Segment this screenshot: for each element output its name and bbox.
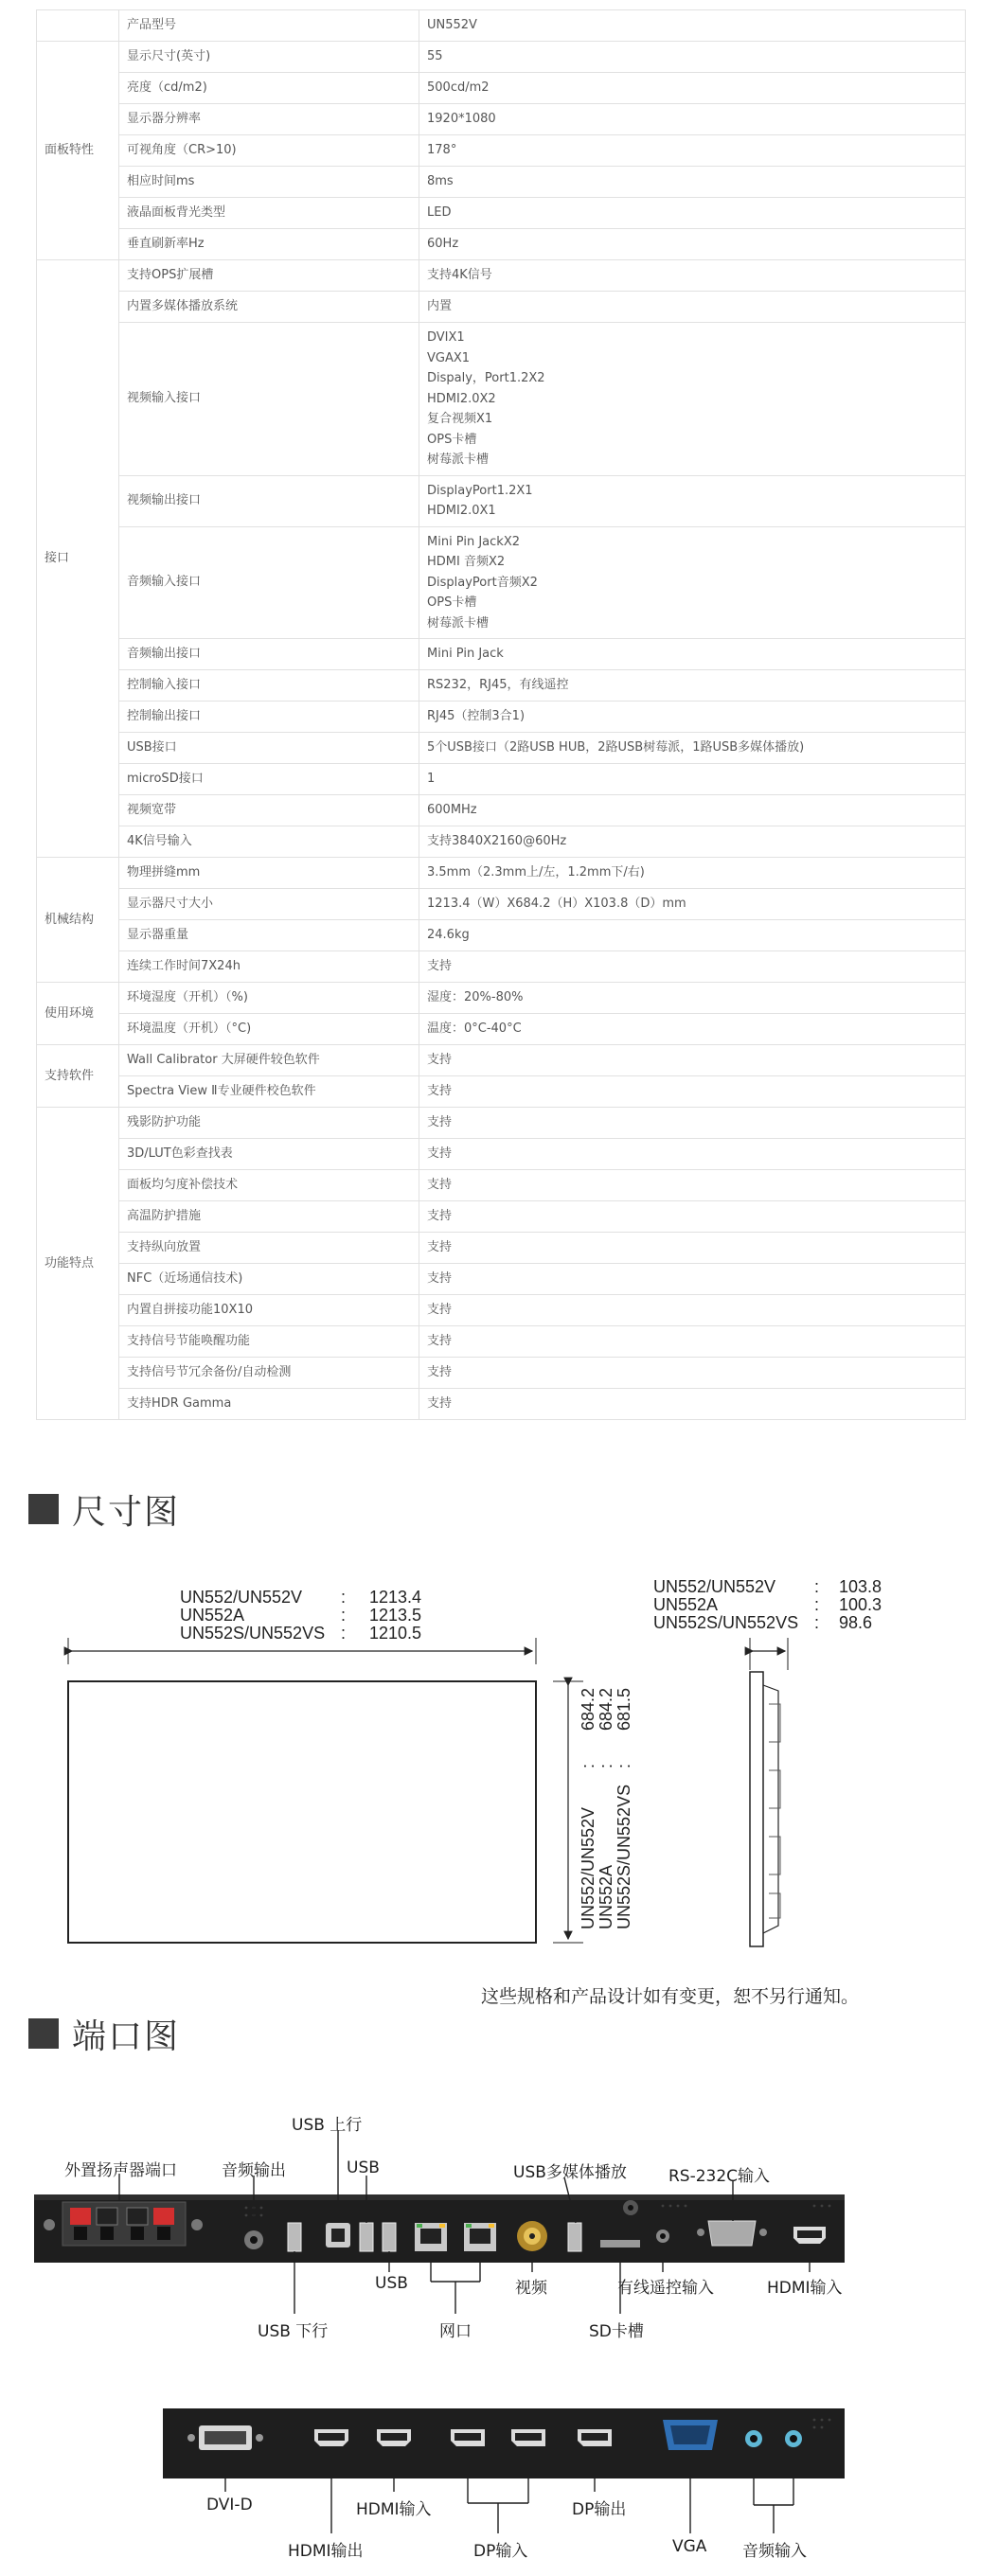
height-spec-row bbox=[579, 1645, 597, 1929]
spec-value-line: 8ms bbox=[427, 174, 454, 189]
depth-spec-row bbox=[653, 1596, 882, 1614]
width-model: UN552S/UN552VS bbox=[180, 1624, 326, 1643]
depth-model: UN552A bbox=[653, 1595, 719, 1614]
spec-value bbox=[419, 702, 966, 733]
spec-row bbox=[37, 795, 966, 826]
hdmi-in-port-icon bbox=[377, 2429, 411, 2446]
dvi-port-icon bbox=[187, 2425, 263, 2450]
video-rca-icon bbox=[517, 2221, 547, 2251]
spec-name: Wall Calibrator 大屏硬件较色软件 bbox=[119, 1045, 419, 1076]
spec-category: 机械结构 bbox=[37, 858, 119, 983]
spec-row bbox=[37, 670, 966, 702]
spec-value bbox=[419, 526, 966, 639]
spec-row bbox=[37, 983, 966, 1014]
spec-name: 环境湿度（开机）（%) bbox=[119, 983, 419, 1014]
spec-value-line: 1920*1080 bbox=[427, 112, 496, 127]
label-usb-up: USB 上行 bbox=[292, 2116, 363, 2135]
label-wired-remote: 有线遥控输入 bbox=[617, 2279, 714, 2298]
spec-value bbox=[419, 1326, 966, 1358]
spec-value bbox=[419, 1295, 966, 1326]
dp-in-port-icon bbox=[511, 2429, 545, 2446]
width-spec-list bbox=[180, 1589, 421, 1643]
spec-value bbox=[419, 104, 966, 135]
label-rs232: RS-232C输入 bbox=[668, 2167, 771, 2186]
spec-value-line: 支持 bbox=[427, 1084, 453, 1099]
spec-value-line: 支持 bbox=[427, 1365, 453, 1380]
spec-value bbox=[419, 323, 966, 476]
height-spec-row bbox=[615, 1645, 633, 1929]
spec-category bbox=[37, 10, 119, 42]
spec-value bbox=[419, 475, 966, 526]
spec-value-line: RJ45（控制3合1) bbox=[427, 709, 526, 724]
spec-name: 液晶面板背光类型 bbox=[119, 198, 419, 229]
dimension-section-title: 尺寸图 bbox=[72, 1492, 181, 1532]
spec-row bbox=[37, 229, 966, 260]
spec-value-line: 内置 bbox=[427, 299, 453, 314]
spec-value-line: DisplayPort音频X2 bbox=[427, 575, 538, 590]
spec-name: 视频宽带 bbox=[119, 795, 419, 826]
label-dp-in: DP输入 bbox=[473, 2542, 528, 2561]
width-model: UN552/UN552V bbox=[180, 1588, 303, 1607]
spec-row bbox=[37, 135, 966, 167]
depth-spec-row bbox=[653, 1578, 882, 1596]
spec-row bbox=[37, 702, 966, 733]
spec-value bbox=[419, 1170, 966, 1201]
dp-in-port-icon bbox=[451, 2429, 485, 2446]
spec-row bbox=[37, 1076, 966, 1108]
spec-row bbox=[37, 73, 966, 104]
spec-value-line: OPS卡槽 bbox=[427, 595, 477, 610]
spec-value-line: 湿度：20%-80% bbox=[427, 990, 524, 1005]
spec-row bbox=[37, 1326, 966, 1358]
depth-sep: : bbox=[814, 1613, 820, 1632]
spec-name: 相应时间ms bbox=[119, 167, 419, 198]
spec-name: Spectra View Ⅱ专业硬件校色软件 bbox=[119, 1076, 419, 1108]
width-value: 1210.5 bbox=[369, 1624, 422, 1643]
side-profile bbox=[750, 1672, 780, 1946]
spec-value-line: Mini Pin Jack bbox=[427, 647, 504, 662]
usb-port-icon bbox=[383, 2223, 396, 2251]
spec-value bbox=[419, 1014, 966, 1045]
spec-value-line: HDMI2.0X1 bbox=[427, 504, 496, 518]
width-sep: : bbox=[341, 1624, 347, 1643]
spec-value-line: 60Hz bbox=[427, 237, 459, 252]
spec-value bbox=[419, 42, 966, 73]
spec-name: 产品型号 bbox=[119, 10, 419, 42]
spec-value bbox=[419, 733, 966, 764]
depth-value: 103.8 bbox=[839, 1577, 882, 1596]
label-speaker-port: 外置扬声器端口 bbox=[64, 2161, 177, 2180]
spec-value bbox=[419, 670, 966, 702]
spec-value-line: OPS卡槽 bbox=[427, 432, 477, 447]
spec-row bbox=[37, 1358, 966, 1389]
spec-value bbox=[419, 1201, 966, 1233]
spec-name: 控制输入接口 bbox=[119, 670, 419, 702]
spec-name: 视频输出接口 bbox=[119, 475, 419, 526]
spec-value-line: 支持 bbox=[427, 1240, 453, 1255]
spec-name: 支持纵向放置 bbox=[119, 1233, 419, 1264]
spec-value bbox=[419, 167, 966, 198]
spec-name: 支持信号节能唤醒功能 bbox=[119, 1326, 419, 1358]
height-value: 681.5 bbox=[615, 1687, 633, 1731]
spec-row bbox=[37, 733, 966, 764]
depth-sep: : bbox=[814, 1595, 820, 1614]
spec-row bbox=[37, 167, 966, 198]
audio-out-jack-icon bbox=[244, 2230, 263, 2249]
spec-value bbox=[419, 73, 966, 104]
spec-name: 可视角度（CR>10) bbox=[119, 135, 419, 167]
spec-value bbox=[419, 639, 966, 670]
spec-row bbox=[37, 1295, 966, 1326]
spec-row bbox=[37, 639, 966, 670]
spec-row bbox=[37, 764, 966, 795]
spec-row bbox=[37, 198, 966, 229]
spec-value-line: 支持3840X2160@60Hz bbox=[427, 834, 567, 849]
spec-value-line: 支持 bbox=[427, 1053, 453, 1068]
spec-name: 亮度（cd/m2) bbox=[119, 73, 419, 104]
ports-section-title: 端口图 bbox=[72, 2016, 181, 2056]
spec-value-line: 支持 bbox=[427, 1146, 453, 1162]
spec-row bbox=[37, 42, 966, 73]
spec-value-line: 复合视频X1 bbox=[427, 412, 493, 426]
spec-value bbox=[419, 1045, 966, 1076]
spec-row bbox=[37, 1233, 966, 1264]
depth-spec-list bbox=[653, 1578, 882, 1632]
spec-value-line: HDMI 音频X2 bbox=[427, 555, 506, 569]
width-spec-row bbox=[180, 1589, 421, 1607]
ports-section-header bbox=[28, 2013, 180, 2054]
section-marker-icon bbox=[28, 1494, 59, 1524]
spec-value bbox=[419, 10, 966, 42]
height-sep: : bbox=[615, 1763, 633, 1768]
label-dp-out: DP输出 bbox=[572, 2500, 627, 2519]
spec-value-line: 1 bbox=[427, 772, 436, 787]
spec-value bbox=[419, 1233, 966, 1264]
upper-port-panel bbox=[0, 2083, 998, 2367]
depth-model: UN552S/UN552VS bbox=[653, 1613, 799, 1632]
lan-port-icon bbox=[415, 2223, 447, 2251]
spec-name: 显示尺寸(英寸) bbox=[119, 42, 419, 73]
vga-port-icon bbox=[663, 2420, 718, 2450]
spec-value-line: 支持 bbox=[427, 1334, 453, 1349]
spec-value bbox=[419, 858, 966, 889]
height-sep: : bbox=[579, 1763, 597, 1768]
spec-name: 控制输出接口 bbox=[119, 702, 419, 733]
section-marker-icon bbox=[28, 2018, 59, 2049]
spec-value bbox=[419, 1076, 966, 1108]
spec-name: 内置自拼接功能10X10 bbox=[119, 1295, 419, 1326]
lan-port-icon bbox=[464, 2223, 496, 2251]
spec-value-line: 600MHz bbox=[427, 803, 477, 818]
spec-value bbox=[419, 292, 966, 323]
spec-name: USB接口 bbox=[119, 733, 419, 764]
spec-row bbox=[37, 292, 966, 323]
label-hdmi-in-right: HDMI输入 bbox=[767, 2279, 843, 2298]
spec-value bbox=[419, 1264, 966, 1295]
spec-value bbox=[419, 229, 966, 260]
spec-table-wrapper bbox=[36, 9, 966, 1420]
spec-row bbox=[37, 1170, 966, 1201]
spec-value bbox=[419, 764, 966, 795]
dimension-section-header bbox=[28, 1488, 180, 1530]
spec-value bbox=[419, 983, 966, 1014]
dimension-drawing bbox=[0, 1638, 998, 1950]
label-hdmi-in: HDMI输入 bbox=[356, 2500, 432, 2519]
depth-sep: : bbox=[814, 1577, 820, 1596]
speaker-terminal-icon bbox=[44, 2202, 203, 2246]
spec-value-line: 树莓派卡槽 bbox=[427, 453, 490, 467]
spec-value-line: HDMI2.0X2 bbox=[427, 391, 496, 406]
height-spec-row bbox=[597, 1645, 615, 1929]
spec-row bbox=[37, 1389, 966, 1420]
spec-value-line: VGAX1 bbox=[427, 350, 471, 365]
spec-value-line: 500cd/m2 bbox=[427, 80, 490, 96]
change-notice: 这些规格和产品设计如有变更，恕不另行通知。 bbox=[481, 1986, 860, 2007]
label-lan: 网口 bbox=[439, 2322, 472, 2341]
width-sep: : bbox=[341, 1606, 347, 1625]
spec-value-line: 支持4K信号 bbox=[427, 268, 492, 283]
spec-value-line: 温度：0°C-40°C bbox=[427, 1022, 522, 1037]
spec-value-line: Dispaly，Port1.2X2 bbox=[427, 371, 545, 385]
spec-value-line: 24.6kg bbox=[427, 928, 470, 943]
label-usb-bottom: USB bbox=[375, 2274, 408, 2293]
hdmi-in-port-icon bbox=[793, 2227, 826, 2244]
label-usb-top: USB bbox=[347, 2159, 380, 2177]
spec-value-line: 支持 bbox=[427, 1303, 453, 1318]
spec-row bbox=[37, 1264, 966, 1295]
spec-name: 视频输入接口 bbox=[119, 323, 419, 476]
front-panel-outline bbox=[68, 1681, 536, 1943]
spec-name: 音频输入接口 bbox=[119, 526, 419, 639]
spec-category: 功能特点 bbox=[37, 1108, 119, 1420]
spec-row bbox=[37, 1045, 966, 1076]
width-spec-row bbox=[180, 1607, 421, 1625]
spec-name: 残影防护功能 bbox=[119, 1108, 419, 1139]
spec-value-line: 支持 bbox=[427, 1178, 453, 1193]
spec-row bbox=[37, 920, 966, 951]
spec-name: 3D/LUT色彩查找表 bbox=[119, 1139, 419, 1170]
spec-row bbox=[37, 1139, 966, 1170]
spec-value-line: LED bbox=[427, 205, 452, 221]
depth-spec-row bbox=[653, 1614, 882, 1632]
spec-value-line: 支持 bbox=[427, 1396, 453, 1412]
spec-name: 物理拼缝mm bbox=[119, 858, 419, 889]
label-vga: VGA bbox=[672, 2537, 707, 2556]
spec-value bbox=[419, 795, 966, 826]
spec-value bbox=[419, 951, 966, 983]
spec-row bbox=[37, 260, 966, 292]
spec-value bbox=[419, 1389, 966, 1420]
spec-name: 面板均匀度补偿技术 bbox=[119, 1170, 419, 1201]
spec-row bbox=[37, 1201, 966, 1233]
spec-name: 连续工作时间7X24h bbox=[119, 951, 419, 983]
spec-value bbox=[419, 198, 966, 229]
spec-value-line: UN552V bbox=[427, 18, 477, 33]
spec-value bbox=[419, 1108, 966, 1139]
spec-name: 音频输出接口 bbox=[119, 639, 419, 670]
spec-value bbox=[419, 135, 966, 167]
spec-row bbox=[37, 826, 966, 858]
spec-value-line: 55 bbox=[427, 49, 443, 64]
height-model: UN552/UN552V bbox=[579, 1806, 597, 1929]
spec-value-line: 3.5mm（2.3mm上/左，1.2mm下/右) bbox=[427, 865, 645, 880]
label-usb-media: USB多媒体播放 bbox=[513, 2163, 627, 2182]
spec-name: 显示器分辨率 bbox=[119, 104, 419, 135]
spec-name: microSD接口 bbox=[119, 764, 419, 795]
spec-value bbox=[419, 889, 966, 920]
spec-row bbox=[37, 951, 966, 983]
width-value: 1213.4 bbox=[369, 1588, 422, 1607]
spec-category: 使用环境 bbox=[37, 983, 119, 1045]
spec-category: 支持软件 bbox=[37, 1045, 119, 1108]
height-value: 684.2 bbox=[597, 1687, 615, 1731]
spec-name: 支持HDR Gamma bbox=[119, 1389, 419, 1420]
hdmi-out-port-icon bbox=[314, 2429, 348, 2446]
spec-name: 显示器重量 bbox=[119, 920, 419, 951]
spec-row bbox=[37, 526, 966, 639]
label-audio-out: 音频输出 bbox=[222, 2161, 286, 2180]
width-value: 1213.5 bbox=[369, 1606, 422, 1625]
height-spec-list bbox=[579, 1645, 633, 1929]
spec-value-line: 树莓派卡槽 bbox=[427, 615, 490, 631]
spec-value-line: 5个USB接口（2路USB HUB，2路USB树莓派，1路USB多媒体播放) bbox=[427, 740, 805, 755]
spec-row bbox=[37, 323, 966, 476]
spec-value-line: Mini Pin JackX2 bbox=[427, 534, 521, 549]
spec-row bbox=[37, 104, 966, 135]
spec-value bbox=[419, 1358, 966, 1389]
label-usb-down: USB 下行 bbox=[258, 2322, 329, 2341]
label-dvi: DVI-D bbox=[206, 2496, 253, 2514]
spec-name: 支持信号节冗余备份/自动检测 bbox=[119, 1358, 419, 1389]
label-hdmi-out: HDMI输出 bbox=[288, 2542, 364, 2561]
height-model: UN552A bbox=[597, 1864, 615, 1929]
spec-table bbox=[36, 9, 966, 1420]
label-video: 视频 bbox=[515, 2279, 547, 2298]
depth-value: 98.6 bbox=[839, 1613, 873, 1632]
height-model: UN552S/UN552VS bbox=[615, 1784, 633, 1929]
spec-name: 环境温度（开机）（°C) bbox=[119, 1014, 419, 1045]
depth-model: UN552/UN552V bbox=[653, 1577, 776, 1596]
label-sd-slot: SD卡槽 bbox=[589, 2322, 644, 2341]
spec-value-line: DVIX1 bbox=[427, 330, 465, 345]
spec-row bbox=[37, 858, 966, 889]
spec-value-line: RS232，RJ45，有线遥控 bbox=[427, 678, 569, 693]
spec-value-line: 支持 bbox=[427, 1115, 453, 1130]
sd-slot-icon bbox=[600, 2240, 640, 2247]
height-value: 684.2 bbox=[579, 1687, 597, 1731]
lower-panel-body bbox=[163, 2408, 845, 2478]
spec-value bbox=[419, 260, 966, 292]
usb-down-port-icon bbox=[288, 2223, 301, 2251]
depth-value: 100.3 bbox=[839, 1595, 882, 1614]
width-model: UN552A bbox=[180, 1606, 245, 1625]
dp-out-port-icon bbox=[578, 2429, 612, 2446]
spec-name: 支持OPS扩展槽 bbox=[119, 260, 419, 292]
spec-row bbox=[37, 475, 966, 526]
height-sep: : bbox=[597, 1763, 615, 1768]
usb-media-port-icon bbox=[568, 2223, 581, 2251]
spec-name: 显示器尺寸大小 bbox=[119, 889, 419, 920]
spec-value bbox=[419, 826, 966, 858]
spec-name: NFC（近场通信技术) bbox=[119, 1264, 419, 1295]
spec-value-line: 支持 bbox=[427, 1209, 453, 1224]
spec-value-line: 支持 bbox=[427, 959, 453, 974]
spec-value bbox=[419, 920, 966, 951]
usb-port-icon bbox=[360, 2223, 373, 2251]
spec-row bbox=[37, 1014, 966, 1045]
spec-row bbox=[37, 889, 966, 920]
spec-value bbox=[419, 1139, 966, 1170]
spec-value-line: 支持 bbox=[427, 1271, 453, 1287]
usb-up-port-icon bbox=[326, 2223, 350, 2247]
spec-value-line: 178° bbox=[427, 143, 457, 158]
spec-category: 面板特性 bbox=[37, 42, 119, 260]
spec-name: 内置多媒体播放系统 bbox=[119, 292, 419, 323]
spec-value-line: 1213.4（W）X684.2（H）X103.8（D）mm bbox=[427, 897, 686, 912]
spec-name: 高温防护措施 bbox=[119, 1201, 419, 1233]
spec-name: 垂直刷新率Hz bbox=[119, 229, 419, 260]
label-audio-in: 音频输入 bbox=[742, 2542, 807, 2561]
spec-row bbox=[37, 10, 966, 42]
spec-value-line: DisplayPort1.2X1 bbox=[427, 483, 533, 498]
spec-row bbox=[37, 1108, 966, 1139]
width-sep: : bbox=[341, 1588, 347, 1607]
spec-name: 4K信号输入 bbox=[119, 826, 419, 858]
spec-category: 接口 bbox=[37, 260, 119, 858]
